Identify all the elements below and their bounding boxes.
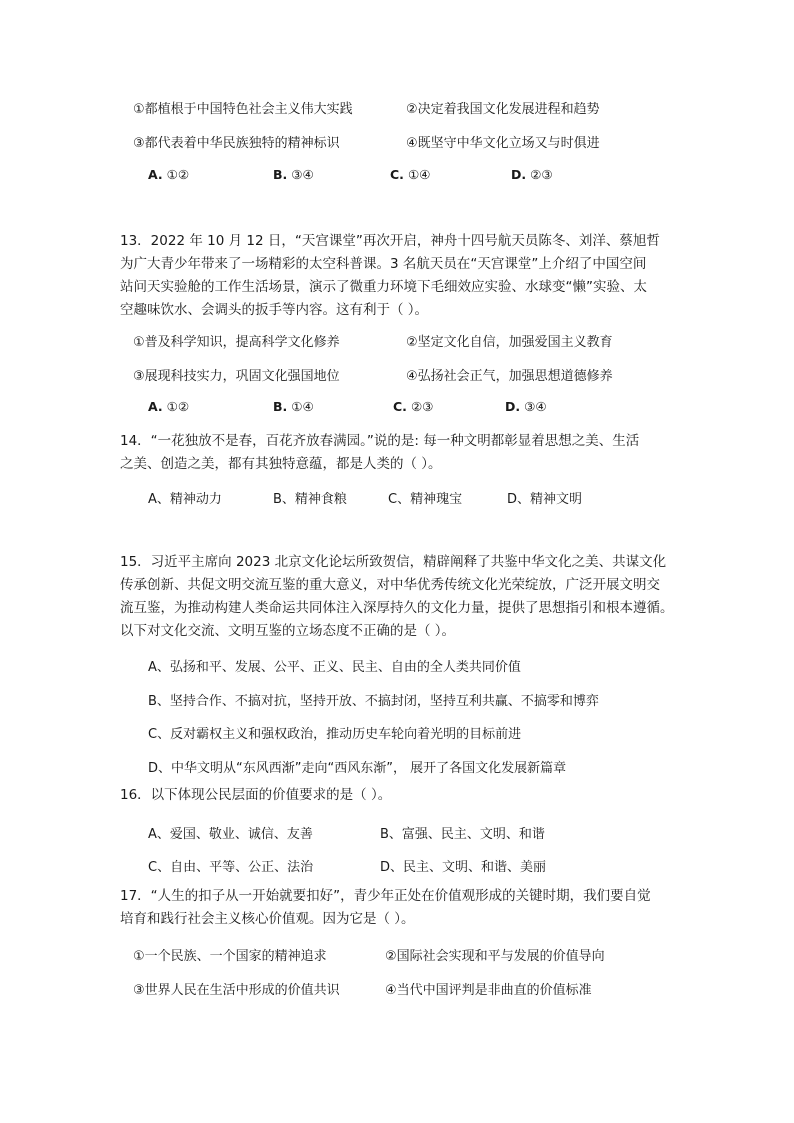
choice-letter: D.	[505, 399, 521, 414]
q17-option-4: ④当代中国评判是非曲直的价值标准	[385, 983, 592, 998]
q12-option-1: ①都植根于中国特色社会主义伟大实践	[133, 102, 353, 117]
q13-choice-b[interactable]	[273, 399, 314, 414]
choice-letter: C.	[393, 399, 407, 414]
choice-text: ①②	[166, 167, 190, 182]
q13-option-2: ②坚定文化自信，加强爱国主义教育	[406, 335, 613, 350]
choice-text: ①④	[291, 399, 314, 414]
choice-letter: C.	[390, 167, 404, 182]
q12-option-2: ②决定着我国文化发展进程和趋势	[406, 102, 600, 117]
q12-choice-b[interactable]	[273, 167, 314, 182]
q13-choice-d[interactable]	[505, 399, 547, 414]
q15-line-3: 流互鉴，为推动构建人类命运共同体注入深厚持久的文化力量，提供了思想指引和根本遵循。	[120, 600, 674, 616]
choice-text: ①②	[166, 399, 190, 414]
q14-choice-c[interactable]: C、精神瑰宝	[388, 492, 463, 507]
q16-choice-c[interactable]: C、自由、平等、公正、法治	[148, 860, 314, 875]
q16-line-1: 16．以下体现公民层面的价值要求的是（ ）。	[120, 787, 392, 803]
q17-option-3: ③世界人民在生活中形成的价值共识	[133, 983, 340, 998]
choice-text: ②③	[530, 167, 553, 182]
choice-letter: A.	[148, 399, 163, 414]
q16-choice-b[interactable]: B、富强、民主、文明、和谐	[380, 827, 545, 842]
q16-choice-d[interactable]: D、民主、文明、和谐、美丽	[380, 860, 547, 875]
q15-line-2: 传承创新、共促文明交流互鉴的重大意义，对中华优秀传统文化光荣绽放，广泛开展文明交	[120, 577, 660, 593]
choice-letter: D.	[511, 167, 527, 182]
q12-option-4: ④既坚守中华文化立场又与时俱进	[406, 136, 600, 151]
q12-choice-a[interactable]	[148, 167, 189, 182]
q13-option-1: ①普及科学知识，提高科学文化修养	[133, 335, 340, 350]
q14-choice-d[interactable]: D、精神文明	[507, 492, 583, 507]
q13-choice-a[interactable]	[148, 399, 189, 414]
q14-line-2: 之美、创造之美，都有其独特意蕴，都是人类的（ ）。	[120, 456, 442, 472]
q16-stem	[120, 784, 680, 807]
q15-line-1: 15．习近平主席向 2023 北京文化论坛所致贺信，精辟阐释了共鉴中华文化之美、共谋文化	[120, 554, 667, 570]
choice-letter: B.	[273, 399, 288, 414]
q13-choice-c[interactable]	[393, 399, 433, 414]
q12-choice-d[interactable]	[511, 167, 553, 182]
q13-option-4: ④弘扬社会正气，加强思想道德修养	[406, 369, 613, 384]
q14-line-1: 14．“一花独放不是春，百花齐放春满园。”说的是: 每一种文明都彰显着思想之美、生活	[120, 433, 640, 449]
q13-line-3: 站问天实验舱的工作生活场景，演示了微重力环境下毛细效应实验、水球变“懒”实验、太	[120, 279, 647, 295]
choice-text: ②③	[410, 399, 434, 414]
q12-option-3: ③都代表着中华民族独特的精神标识	[133, 136, 340, 151]
choice-text: ③④	[524, 399, 547, 414]
choice-text: ③④	[291, 167, 314, 182]
q14-choice-b[interactable]: B、精神食粮	[273, 492, 347, 507]
q16-choice-a[interactable]: A、爱国、敬业、诚信、友善	[148, 827, 313, 842]
q12-choice-c[interactable]	[390, 167, 430, 182]
q17-option-2: ②国际社会实现和平与发展的价值导向	[385, 949, 605, 964]
q17-line-2: 培育和践行社会主义核心价值观。因为它是（ ）。	[120, 911, 415, 927]
q15-choice-a[interactable]: A、弘扬和平、发展、公平、正义、民主、自由的全人类共同价值	[148, 660, 521, 675]
q17-line-1: 17．“人生的扣子从一开始就要扣好”，青少年正处在价值观形成的关键时期，我们要自觉	[120, 888, 651, 904]
q15-line-4: 以下对文化交流、文明互鉴的立场态度不正确的是（ ）。	[120, 623, 456, 639]
q15-choice-c[interactable]: C、反对霸权主义和强权政治，推动历史车轮向着光明的目标前进	[148, 727, 522, 742]
q15-stem	[120, 551, 680, 643]
choice-letter: A.	[148, 167, 163, 182]
q13-line-1: 13．2022 年 10 月 12 日，“天宫课堂”再次开启，神舟十四号航天员陈冬、刘洋、蔡旭哲	[120, 233, 660, 249]
q15-choice-b[interactable]: B、坚持合作、不搞对抗，坚持开放、不搞封闭，坚持互利共赢、不搞零和博弈	[148, 694, 599, 709]
q13-stem	[120, 230, 680, 322]
choice-letter: B.	[273, 167, 288, 182]
q14-stem	[120, 430, 680, 476]
q15-choice-d[interactable]: D、中华文明从“东风西渐”走向“西风东渐”， 展开了各国文化发展新篇章	[148, 761, 567, 776]
q17-option-1: ①一个民族、一个国家的精神追求	[133, 949, 327, 964]
q13-line-2: 为广大青少年带来了一场精彩的太空科普课。3 名航天员在“天宫课堂”上介绍了中国空间	[120, 256, 647, 272]
q13-line-4: 空趣味饮水、会调头的扳手等内容。这有利于（ ）。	[120, 302, 429, 318]
q14-choice-a[interactable]: A、精神动力	[148, 492, 222, 507]
q17-stem	[120, 885, 680, 931]
choice-text: ①④	[407, 167, 431, 182]
q13-option-3: ③展现科技实力，巩固文化强国地位	[133, 369, 340, 384]
